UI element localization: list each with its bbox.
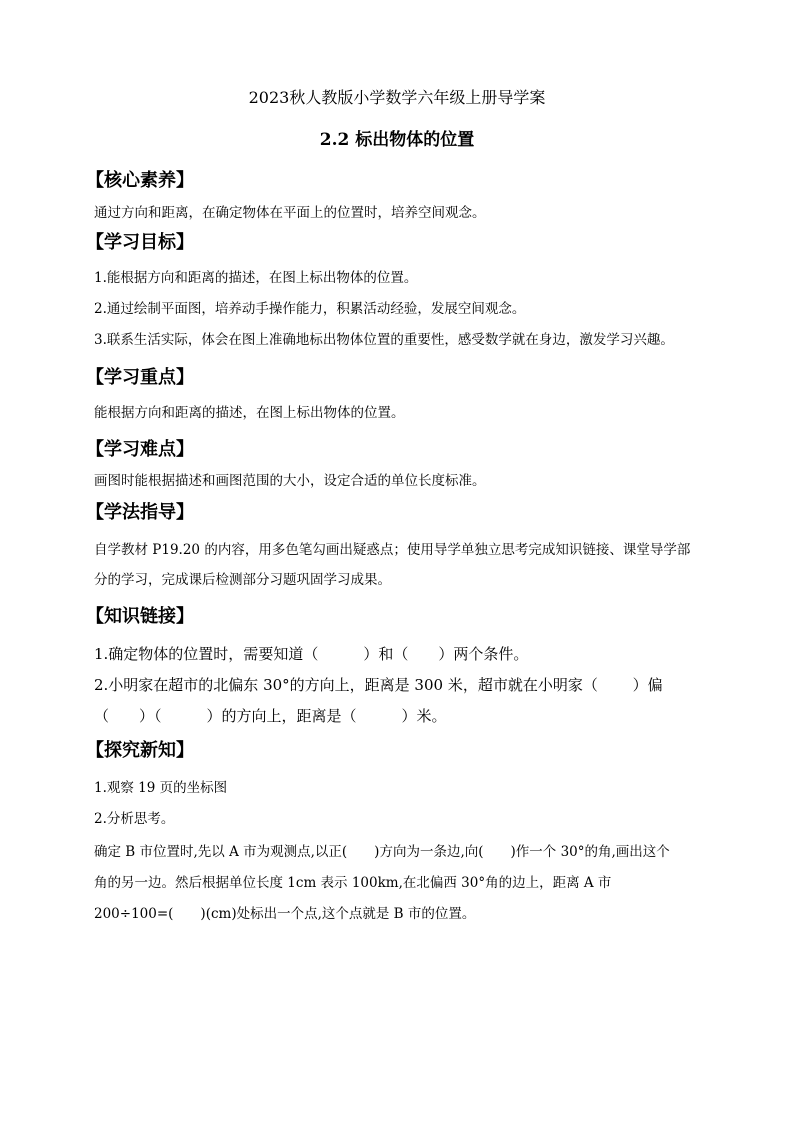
core-text: 通过方向和距离，在确定物体在平面上的位置时，培养空间观念。 (94, 205, 486, 221)
method-line-1: 自学教材 P19.20 的内容，用多色笔勾画出疑惑点；使用导学单独立思考完成知识链接、课堂导学部 (94, 542, 691, 558)
document-title: 2023秋人教版小学数学六年级上册导学案 (248, 88, 546, 107)
goal-item-2: 2.通过绘制平面图，培养动手操作能力，积累活动经验，发展空间观念。 (94, 301, 526, 317)
heading-core: 【核心素养】 (86, 170, 194, 191)
link-line-2: 2.小明家在超市的北偏东 30°的方向上，距离是 300 米，超市就在小明家（ ）偏 (94, 676, 663, 694)
goal-item-1: 1.能根据方向和距离的描述，在图上标出物体的位置。 (94, 270, 418, 286)
goal-item-3: 3.联系生活实际，体会在图上准确地标出物体位置的重要性，感受数学就在身边，激发学习兴趣。 (94, 332, 674, 348)
difficulty-text: 画图时能根据描述和画图范围的大小，设定合适的单位长度标准。 (94, 473, 486, 489)
explore-line-1: 1.观察 19 页的坐标图 (94, 780, 228, 796)
heading-link: 【知识链接】 (86, 606, 194, 627)
heading-difficulty: 【学习难点】 (86, 439, 194, 460)
explore-line-4: 角的另一边。然后根据单位长度 1cm 表示 100km,在北偏西 30°角的边上，距离 A 市 (94, 875, 612, 891)
key-text: 能根据方向和距离的描述，在图上标出物体的位置。 (94, 405, 405, 421)
explore-line-3: 确定 B 市位置时,先以 A 市为观测点,以正( )方向为一条边,向( )作一个 30°的角,画出这个 (94, 844, 670, 860)
method-line-2: 分的学习，完成课后检测部分习题巩固学习成果。 (94, 572, 391, 588)
heading-explore: 【探究新知】 (86, 740, 194, 761)
explore-line-5: 200÷100=( )(cm)处标出一个点,这个点就是 B 市的位置。 (94, 906, 476, 922)
link-line-1: 1.确定物体的位置时，需要知道（ ）和（ ）两个条件。 (94, 645, 529, 663)
explore-line-2: 2.分析思考。 (94, 811, 175, 827)
link-line-3: （ ）（ ）的方向上，距离是（ ）米。 (94, 707, 447, 725)
heading-key: 【学习重点】 (86, 367, 194, 388)
lesson-title: 2.2 标出物体的位置 (319, 130, 475, 150)
heading-method: 【学法指导】 (86, 502, 194, 523)
heading-goals: 【学习目标】 (86, 232, 194, 253)
